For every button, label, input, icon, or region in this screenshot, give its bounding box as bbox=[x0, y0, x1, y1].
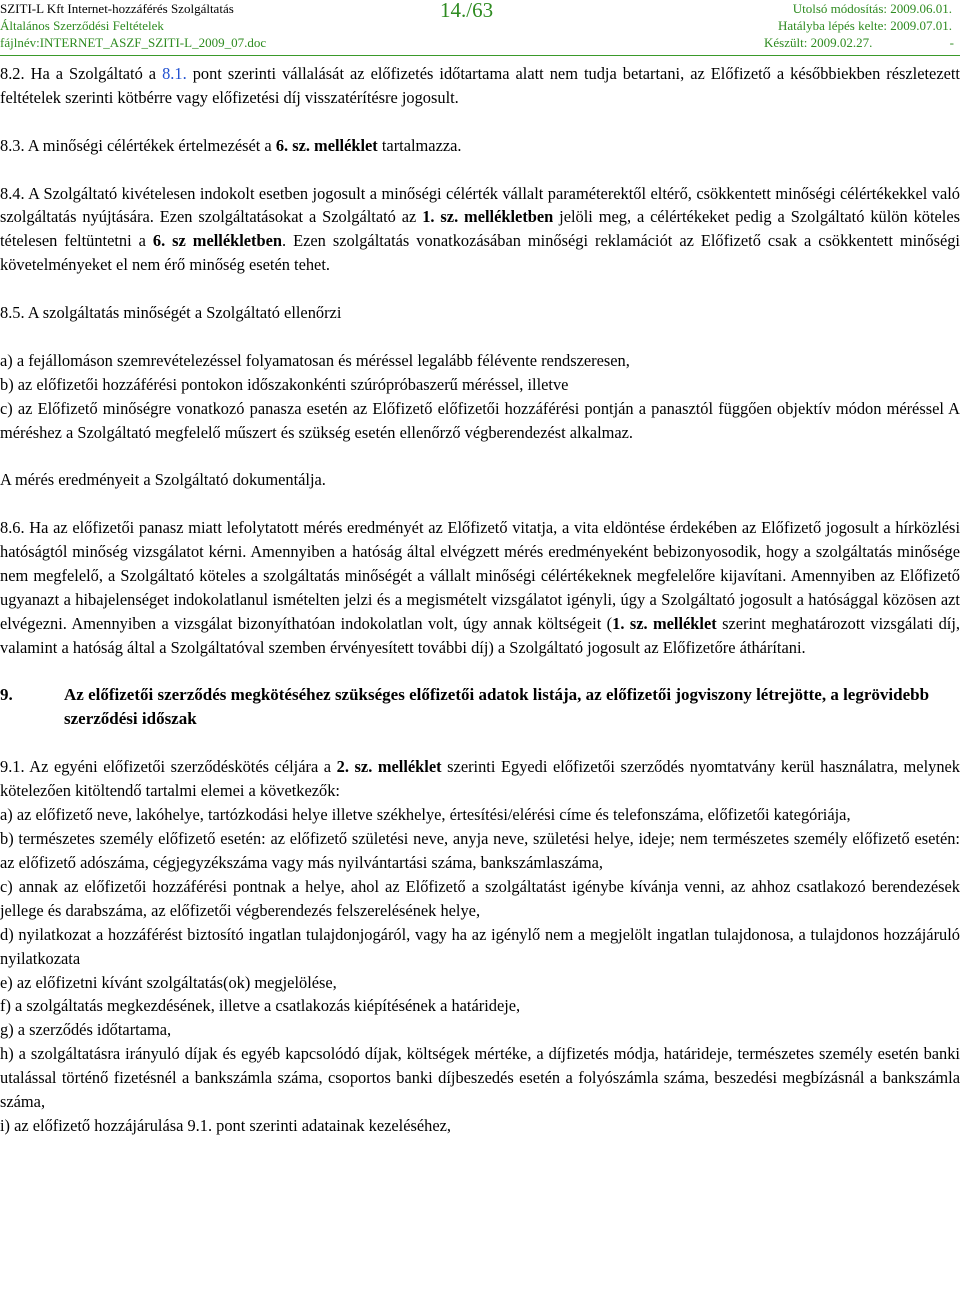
section-8-6-c: szerint meghatározott vizsgálati díj, valamint a hatóság által a Szolgáltatóval szemben érvényesített további díj) a Szolgáltató jogosult az Előfizetőre áthárítani. bbox=[0, 613, 960, 657]
section-9-1 bbox=[0, 755, 960, 803]
header-doc-title: Általános Szerződési Feltételek bbox=[0, 18, 164, 33]
section-8-3-a: 8.3. A minőségi célértékek értelmezését a bbox=[0, 135, 276, 155]
section-8-4-c: jelöli meg, a célértékeket pedig a Szolgáltató külön köteles tételesen feltüntetni a bbox=[0, 207, 960, 251]
section-8-6 bbox=[0, 516, 960, 659]
section-9-1-c: szerinti Egyedi előfizetői szerződés nyomtatvány kerül használatra, melynek kötelezően kitöltendő tartalmi elemei a következők: bbox=[0, 757, 960, 801]
section-9-title: Az előfizetői szerződés megkötéséhez szükséges előfizetői adatok listája, az előfizetői jogviszony létrejötte, a legrövidebb szerződési időszak bbox=[64, 685, 930, 729]
section-8-4-a: 8.4. A Szolgáltató kivételesen indokolt esetben jogosult a minőségi célérték vállalt paraméterektől eltérő, csökkentett minőségi célértékekkel való szolgáltatás nyújtására. Ezen szolgáltatásokat a Szolgáltató az bbox=[0, 183, 960, 227]
section-8-5-c: c) az Előfizető minőségre vonatkozó panasza esetén az Előfizető előfizetői hozzáférési pontján a panasztól függően objektív módon méréssel A méréshez a Szolgáltató megfelelő műszert és szükség esetén ellenőrző végberendezést alkalmaz. bbox=[0, 398, 960, 442]
section-9-1-a: 9.1. Az egyéni előfizetői szerződéskötés céljára a bbox=[0, 757, 337, 777]
section-8-2 bbox=[0, 62, 960, 110]
section-8-4-ref1: 1. sz. mellékletben bbox=[422, 207, 554, 227]
section-8-6-a: 8.6. Ha az előfizetői panasz miatt lefolytatott mérés eredményét az Előfizető vitatja, a vita eldöntése érdekében az Előfizető jogosult a hírközlési hatóságtól minőség vizsgálatot kérni. Amennyiben a hatóság által elvégzett mérés eredményeként bebizonyosodik, hogy a szolgáltatás minősége nem megfelelő, a Szolgáltató köteles a szolgáltatás minőségét a vállalt minőségi célértékeknek megfelelőre kijavítani. Amennyiben az Előfizető ugyanazt a hibajelenséget indokolatlanul ismételten jelzi és a megismételt vizsgálatot igényli, úgy a Szolgáltató jogosult a hatósággal közösen azt elvégezni. Amennyiben a vizsgálat bizonyíthatóan indokolatlan volt, úgy annak költségeit ( bbox=[0, 518, 960, 633]
list-item-g: g) a szerződés időtartama, bbox=[0, 1020, 172, 1040]
section-8-5-b: b) az előfizetői hozzáférési pontokon időszakonkénti szúrópróbaszerű méréssel, illetve bbox=[0, 374, 569, 394]
section-8-6-ref: 1. sz. melléklet bbox=[612, 613, 717, 633]
section-9-heading bbox=[0, 683, 960, 731]
list-item-b: b) természetes személy előfizető esetén: az előfizető születési neve, anyja neve, születési helye, ideje; nem természetes személy előfizető esetén: az előfizető adószáma, cégjegyzékszáma vagy más nyilvántartási száma, bankszámlaszáma, bbox=[0, 829, 960, 872]
list-item-i: i) az előfizető hozzájárulása 9.1. pont szerinti adatainak kezeléséhez, bbox=[0, 1115, 451, 1135]
section-8-4-e: . Ezen szolgáltatás vonatkozásában minőségi reklamációt az Előfizető csak a csökkentett minőségi követelményeket el nem érő minőség esetén tehet. bbox=[0, 231, 960, 275]
section-8-4-ref2: 6. sz mellékletben bbox=[152, 231, 283, 251]
section-9-1-ref: 2. sz. melléklet bbox=[336, 757, 442, 777]
section-8-5-a: a) a fejállomáson szemrevételezéssel folyamatosan és méréssel legalább félévente rendszeresen, bbox=[0, 350, 630, 370]
list-item-h: h) a szolgáltatásra irányuló díjak és egyéb kapcsolódó díjak, költségek mértéke, a díjfizetés módja, határideje, természetes személy esetén banki utalással történő fizetésnél a bankszámla száma, csoportos banki díjbeszedés esetén a folyószámla száma, beszedési megbízásnál a bankszámla száma, bbox=[0, 1044, 960, 1112]
header-filename: fájlnév:INTERNET_ASZF_SZITI-L_2009_07.doc bbox=[0, 35, 267, 50]
header-created: Készült: 2009.02.27. bbox=[764, 35, 873, 50]
section-8-3-c: tartalmazza. bbox=[377, 135, 462, 155]
section-8-5-d: A mérés eredményeit a Szolgáltató dokumentálja. bbox=[0, 470, 326, 490]
section-9-number: 9. bbox=[0, 685, 13, 705]
section-8-4 bbox=[0, 182, 960, 278]
section-8-2-text: pont szerinti vállalását az előfizetés időtartama alatt nem tudja betartani, az Előfizető a későbbiekben részletezett feltételek szerinti kötbérre vagy előfizetési díj visszatérítésre jogosult. bbox=[0, 64, 960, 107]
header-effective-date: Hatályba lépés kelte: 2009.07.01. bbox=[777, 18, 952, 33]
header-dash: - bbox=[949, 35, 954, 50]
section-8-3 bbox=[0, 134, 960, 158]
section-8-5: 8.5. A szolgáltatás minőségét a Szolgáltató ellenőrzi bbox=[0, 303, 342, 323]
list-item-e: e) az előfizetni kívánt szolgáltatás(ok) megjelölése, bbox=[0, 972, 337, 992]
document-body bbox=[0, 62, 960, 1311]
header-company: SZITI-L Kft Internet-hozzáférés Szolgáltatás bbox=[0, 1, 234, 16]
page-header bbox=[0, 0, 960, 57]
list-item-a: a) az előfizető neve, lakóhelye, tartózkodási helye illetve székhelye, értesítési/elérési címe és telefonszáma, előfizetői kategóriája, bbox=[0, 805, 851, 825]
header-last-modified: Utolsó módosítás: 2009.06.01. bbox=[792, 1, 952, 16]
header-divider bbox=[0, 55, 960, 56]
list-item-c: c) annak az előfizetői hozzáférési pontnak a helye, ahol az Előfizető a szolgáltatást igénybe kívánja venni, az ahhoz csatlakozó berendezések jellege és darabszáma, az előfizetői végberendezés felszerelésének helye, bbox=[0, 876, 960, 920]
section-8-2-lead: 8.2. Ha a Szolgáltató a bbox=[0, 64, 163, 83]
section-8-3-ref: 6. sz. melléklet bbox=[275, 135, 378, 155]
list-item-f: f) a szolgáltatás megkezdésének, illetve a csatlakozás kiépítésének a határideje, bbox=[0, 996, 521, 1016]
section-8-2-ref: 8.1. bbox=[162, 64, 187, 83]
page-number: 14./63 bbox=[440, 0, 494, 22]
list-item-d: d) nyilatkozat a hozzáférést biztosító ingatlan tulajdonjogáról, vagy ha az igénylő nem a megjelölt ingatlan tulajdonosa, a tulajdonos hozzájáruló nyilatkozata bbox=[0, 924, 960, 968]
